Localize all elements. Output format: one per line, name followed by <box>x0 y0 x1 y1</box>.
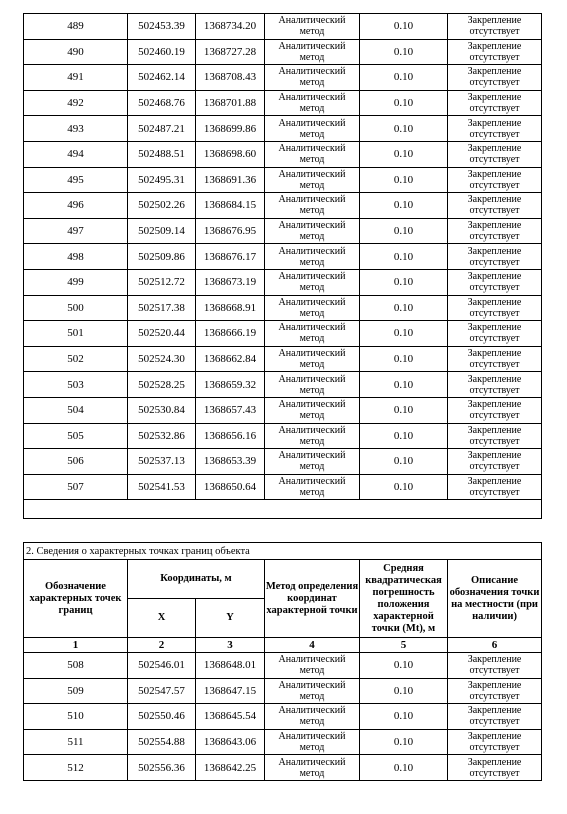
coordinate-x-cell: 502541.53 <box>128 474 196 500</box>
table-row <box>24 321 542 347</box>
column-index-1: 1 <box>24 638 128 653</box>
header-method: Метод определения координат характерной точки <box>265 560 360 638</box>
description-cell: Закрепление отсутствует <box>448 729 542 755</box>
description-cell: Закрепление отсутствует <box>448 346 542 372</box>
point-number-cell: 489 <box>24 14 128 40</box>
table-row <box>24 678 542 704</box>
coordinate-y-cell: 1368650.64 <box>196 474 265 500</box>
description-cell: Закрепление отсутствует <box>448 449 542 475</box>
mt-cell: 0.10 <box>360 423 448 449</box>
header-mt: Средняя квадратическая погрешность положения характерной точки (Mt), м <box>360 560 448 638</box>
method-cell: Аналитический метод <box>265 218 360 244</box>
method-cell: Аналитический метод <box>265 14 360 40</box>
mt-cell: 0.10 <box>360 244 448 270</box>
mt-cell: 0.10 <box>360 372 448 398</box>
points-table-body <box>24 14 542 519</box>
point-number-cell: 496 <box>24 193 128 219</box>
coordinate-x-cell: 502509.86 <box>128 244 196 270</box>
point-number-cell: 492 <box>24 90 128 116</box>
coordinate-y-cell: 1368691.36 <box>196 167 265 193</box>
table-row <box>24 449 542 475</box>
coordinate-y-cell: 1368668.91 <box>196 295 265 321</box>
header-y: Y <box>196 599 265 638</box>
table-row <box>24 346 542 372</box>
header-coordinates: Координаты, м <box>128 560 265 599</box>
table-row <box>24 65 542 91</box>
column-index-5: 5 <box>360 638 448 653</box>
table-row <box>24 218 542 244</box>
description-cell: Закрепление отсутствует <box>448 397 542 423</box>
column-index-4: 4 <box>265 638 360 653</box>
description-cell: Закрепление отсутствует <box>448 295 542 321</box>
point-number-cell: 499 <box>24 269 128 295</box>
mt-cell: 0.10 <box>360 755 448 781</box>
coordinate-y-cell: 1368708.43 <box>196 65 265 91</box>
table-row <box>24 14 542 40</box>
coordinate-y-cell: 1368656.16 <box>196 423 265 449</box>
point-number-cell: 497 <box>24 218 128 244</box>
empty-cell <box>24 500 542 519</box>
column-index-6: 6 <box>448 638 542 653</box>
method-cell: Аналитический метод <box>265 141 360 167</box>
column-index-2: 2 <box>128 638 196 653</box>
point-number-cell: 495 <box>24 167 128 193</box>
coordinate-x-cell: 502468.76 <box>128 90 196 116</box>
mt-cell: 0.10 <box>360 321 448 347</box>
table-row <box>24 193 542 219</box>
table-row <box>24 295 542 321</box>
coordinate-x-cell: 502502.26 <box>128 193 196 219</box>
description-cell: Закрепление отсутствует <box>448 116 542 142</box>
description-cell: Закрепление отсутствует <box>448 269 542 295</box>
description-cell: Закрепление отсутствует <box>448 372 542 398</box>
coordinate-x-cell: 502488.51 <box>128 141 196 167</box>
method-cell: Аналитический метод <box>265 65 360 91</box>
coordinate-x-cell: 502453.39 <box>128 14 196 40</box>
method-cell: Аналитический метод <box>265 372 360 398</box>
description-cell: Закрепление отсутствует <box>448 653 542 679</box>
description-cell: Закрепление отсутствует <box>448 704 542 730</box>
table-row <box>24 653 542 679</box>
coordinate-x-cell: 502462.14 <box>128 65 196 91</box>
coordinate-y-cell: 1368643.06 <box>196 729 265 755</box>
point-number-cell: 502 <box>24 346 128 372</box>
empty-row <box>24 500 542 519</box>
coordinate-y-cell: 1368642.25 <box>196 755 265 781</box>
point-number-cell: 508 <box>24 653 128 679</box>
method-cell: Аналитический метод <box>265 244 360 270</box>
description-cell: Закрепление отсутствует <box>448 474 542 500</box>
table-row <box>24 474 542 500</box>
point-number-cell: 493 <box>24 116 128 142</box>
point-number-cell: 501 <box>24 321 128 347</box>
coordinate-x-cell: 502554.88 <box>128 729 196 755</box>
mt-cell: 0.10 <box>360 295 448 321</box>
point-number-cell: 512 <box>24 755 128 781</box>
point-number-cell: 500 <box>24 295 128 321</box>
point-number-cell: 494 <box>24 141 128 167</box>
mt-cell: 0.10 <box>360 167 448 193</box>
mt-cell: 0.10 <box>360 39 448 65</box>
description-cell: Закрепление отсутствует <box>448 755 542 781</box>
mt-cell: 0.10 <box>360 729 448 755</box>
coordinate-x-cell: 502546.01 <box>128 653 196 679</box>
description-cell: Закрепление отсутствует <box>448 423 542 449</box>
point-number-cell: 491 <box>24 65 128 91</box>
header-designation: Обозначение характерных точек границ <box>24 560 128 638</box>
mt-cell: 0.10 <box>360 218 448 244</box>
mt-cell: 0.10 <box>360 449 448 475</box>
method-cell: Аналитический метод <box>265 755 360 781</box>
mt-cell: 0.10 <box>360 704 448 730</box>
point-number-cell: 504 <box>24 397 128 423</box>
description-cell: Закрепление отсутствует <box>448 321 542 347</box>
coordinate-x-cell: 502524.30 <box>128 346 196 372</box>
mt-cell: 0.10 <box>360 346 448 372</box>
method-cell: Аналитический метод <box>265 474 360 500</box>
points-table-body <box>24 653 542 781</box>
method-cell: Аналитический метод <box>265 653 360 679</box>
method-cell: Аналитический метод <box>265 678 360 704</box>
method-cell: Аналитический метод <box>265 167 360 193</box>
table-row <box>24 90 542 116</box>
point-number-cell: 511 <box>24 729 128 755</box>
mt-cell: 0.10 <box>360 653 448 679</box>
coordinate-y-cell: 1368662.84 <box>196 346 265 372</box>
coordinate-x-cell: 502537.13 <box>128 449 196 475</box>
point-number-cell: 509 <box>24 678 128 704</box>
method-cell: Аналитический метод <box>265 704 360 730</box>
method-cell: Аналитический метод <box>265 116 360 142</box>
description-cell: Закрепление отсутствует <box>448 14 542 40</box>
method-cell: Аналитический метод <box>265 449 360 475</box>
coordinate-y-cell: 1368676.17 <box>196 244 265 270</box>
description-cell: Закрепление отсутствует <box>448 167 542 193</box>
coordinate-x-cell: 502528.25 <box>128 372 196 398</box>
table-row <box>24 269 542 295</box>
coordinate-y-cell: 1368648.01 <box>196 653 265 679</box>
mt-cell: 0.10 <box>360 397 448 423</box>
table-row <box>24 755 542 781</box>
points-table-continued <box>23 13 542 519</box>
point-number-cell: 498 <box>24 244 128 270</box>
mt-cell: 0.10 <box>360 90 448 116</box>
table-row <box>24 39 542 65</box>
description-cell: Закрепление отсутствует <box>448 193 542 219</box>
table-row <box>24 244 542 270</box>
mt-cell: 0.10 <box>360 193 448 219</box>
method-cell: Аналитический метод <box>265 90 360 116</box>
coordinate-x-cell: 502532.86 <box>128 423 196 449</box>
table-row <box>24 372 542 398</box>
coordinate-y-cell: 1368684.15 <box>196 193 265 219</box>
coordinate-x-cell: 502460.19 <box>128 39 196 65</box>
header-description: Описание обозначения точки на местности (при наличии) <box>448 560 542 638</box>
mt-cell: 0.10 <box>360 269 448 295</box>
coordinate-y-cell: 1368659.32 <box>196 372 265 398</box>
mt-cell: 0.10 <box>360 678 448 704</box>
coordinate-x-cell: 502547.57 <box>128 678 196 704</box>
table-row <box>24 116 542 142</box>
mt-cell: 0.10 <box>360 474 448 500</box>
table-row <box>24 423 542 449</box>
point-number-cell: 507 <box>24 474 128 500</box>
description-cell: Закрепление отсутствует <box>448 141 542 167</box>
table-row <box>24 167 542 193</box>
method-cell: Аналитический метод <box>265 423 360 449</box>
mt-cell: 0.10 <box>360 65 448 91</box>
points-table-section-2 <box>23 542 542 781</box>
coordinate-x-cell: 502495.31 <box>128 167 196 193</box>
coordinate-y-cell: 1368647.15 <box>196 678 265 704</box>
table-row <box>24 704 542 730</box>
table-row <box>24 397 542 423</box>
description-cell: Закрепление отсутствует <box>448 678 542 704</box>
mt-cell: 0.10 <box>360 141 448 167</box>
method-cell: Аналитический метод <box>265 729 360 755</box>
coordinate-x-cell: 502550.46 <box>128 704 196 730</box>
table-row <box>24 729 542 755</box>
coordinate-x-cell: 502556.36 <box>128 755 196 781</box>
method-cell: Аналитический метод <box>265 269 360 295</box>
coordinate-x-cell: 502512.72 <box>128 269 196 295</box>
coordinate-y-cell: 1368666.19 <box>196 321 265 347</box>
coordinate-x-cell: 502517.38 <box>128 295 196 321</box>
method-cell: Аналитический метод <box>265 321 360 347</box>
description-cell: Закрепление отсутствует <box>448 244 542 270</box>
coordinate-x-cell: 502509.14 <box>128 218 196 244</box>
method-cell: Аналитический метод <box>265 39 360 65</box>
coordinate-y-cell: 1368645.54 <box>196 704 265 730</box>
coordinate-y-cell: 1368701.88 <box>196 90 265 116</box>
description-cell: Закрепление отсутствует <box>448 39 542 65</box>
point-number-cell: 490 <box>24 39 128 65</box>
coordinate-y-cell: 1368657.43 <box>196 397 265 423</box>
coordinate-x-cell: 502520.44 <box>128 321 196 347</box>
method-cell: Аналитический метод <box>265 295 360 321</box>
coordinate-y-cell: 1368653.39 <box>196 449 265 475</box>
coordinate-y-cell: 1368698.60 <box>196 141 265 167</box>
description-cell: Закрепление отсутствует <box>448 90 542 116</box>
header-x: X <box>128 599 196 638</box>
coordinate-y-cell: 1368734.20 <box>196 14 265 40</box>
table-row <box>24 141 542 167</box>
coordinate-y-cell: 1368676.95 <box>196 218 265 244</box>
method-cell: Аналитический метод <box>265 346 360 372</box>
section-title: 2. Сведения о характерных точках границ объекта <box>24 543 542 560</box>
point-number-cell: 506 <box>24 449 128 475</box>
coordinate-x-cell: 502530.84 <box>128 397 196 423</box>
coordinate-y-cell: 1368727.28 <box>196 39 265 65</box>
method-cell: Аналитический метод <box>265 193 360 219</box>
point-number-cell: 505 <box>24 423 128 449</box>
description-cell: Закрепление отсутствует <box>448 65 542 91</box>
description-cell: Закрепление отсутствует <box>448 218 542 244</box>
mt-cell: 0.10 <box>360 14 448 40</box>
mt-cell: 0.10 <box>360 116 448 142</box>
method-cell: Аналитический метод <box>265 397 360 423</box>
column-index-3: 3 <box>196 638 265 653</box>
coordinate-y-cell: 1368699.86 <box>196 116 265 142</box>
coordinate-y-cell: 1368673.19 <box>196 269 265 295</box>
point-number-cell: 503 <box>24 372 128 398</box>
coordinate-x-cell: 502487.21 <box>128 116 196 142</box>
point-number-cell: 510 <box>24 704 128 730</box>
